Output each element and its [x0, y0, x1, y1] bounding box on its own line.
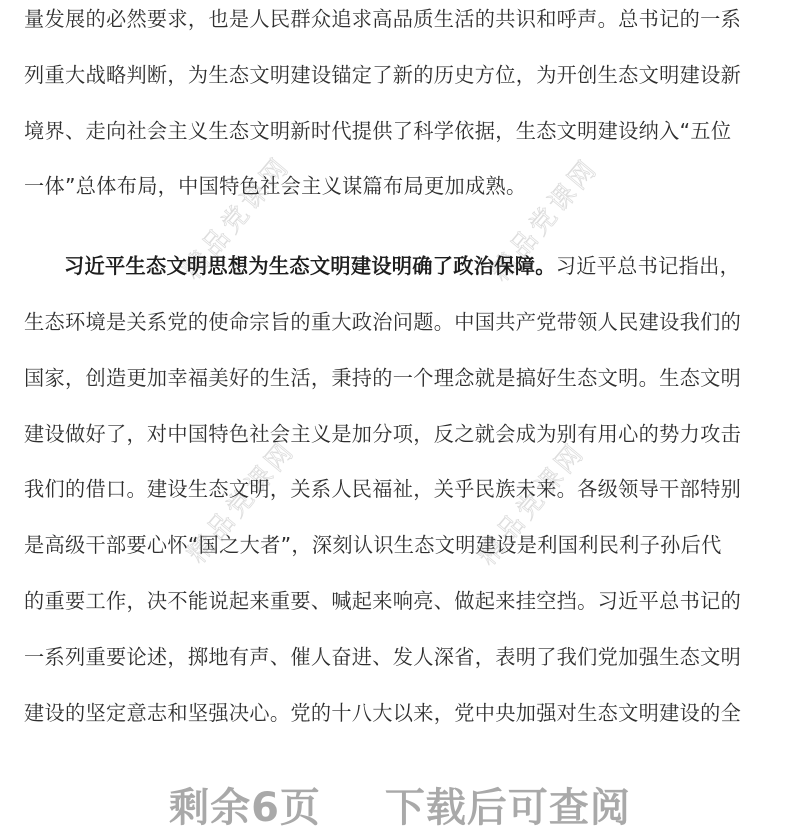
text-line: 一体”总体布局，中国特色社会主义谋篇布局更加成熟。: [24, 174, 527, 199]
text-line: 建设做好了，对中国特色社会主义是加分项，反之就会成为别有用心的势力攻击: [24, 421, 742, 446]
text-line: 国家，创造更加幸福美好的生活，秉持的一个理念就是搞好生态文明。生态文明: [24, 365, 742, 390]
text-line: 量发展的必然要求，也是人民群众追求高品质生活的共识和呼声。总书记的一系: [24, 7, 742, 31]
text-segment: 习近平总书记指出，: [555, 254, 741, 279]
text-line: 我们的借口。建设生态文明，关系人民福祉，关乎民族未来。各级领导干部特别: [24, 477, 742, 502]
paragraph-lead-heading: 习近平生态文明思想为生态文明建设明确了政治保障。: [64, 254, 556, 279]
paragraph: [24, 239, 776, 741]
text-line: 的重要工作，决不能说起来重要、喊起来响亮、做起来挂空挡。习近平总书记的: [24, 588, 742, 613]
download-notice[interactable]: [0, 776, 800, 833]
remaining-pages-label: 剩余6页: [169, 785, 321, 831]
text-line: 境界、走向社会主义生态文明新时代提供了科学依据，生态文明建设纳入“五位: [24, 118, 732, 143]
download-to-view-label: 下载后可查阅: [384, 785, 631, 831]
watermark: 精品党课网: [472, 437, 592, 572]
text-line: 一系列重要论述，掷地有声、催人奋进、发人深省，表明了我们党加强生态文明: [24, 644, 742, 669]
watermark: 精品党课网: [182, 435, 302, 570]
text-line: 生态环境是关系党的使命宗旨的重大政治问题。中国共产党带领人民建设我们的: [24, 309, 742, 334]
text-line: 是高级干部要心怀“国之大者”，深刻认识生态文明建设是利国利民利子孙后代: [24, 533, 722, 558]
watermark: 精品党课网: [485, 153, 605, 288]
watermark: 精品党课网: [177, 151, 297, 286]
text-line: [24, 239, 776, 295]
document-body: [24, 0, 776, 741]
paragraph: [24, 0, 776, 215]
text-line: 建设的坚定意志和坚强决心。党的十八大以来，党中央加强对生态文明建设的全: [24, 700, 742, 725]
text-line: 列重大战略判断，为生态文明建设锚定了新的历史方位，为开创生态文明建设新: [24, 62, 742, 87]
